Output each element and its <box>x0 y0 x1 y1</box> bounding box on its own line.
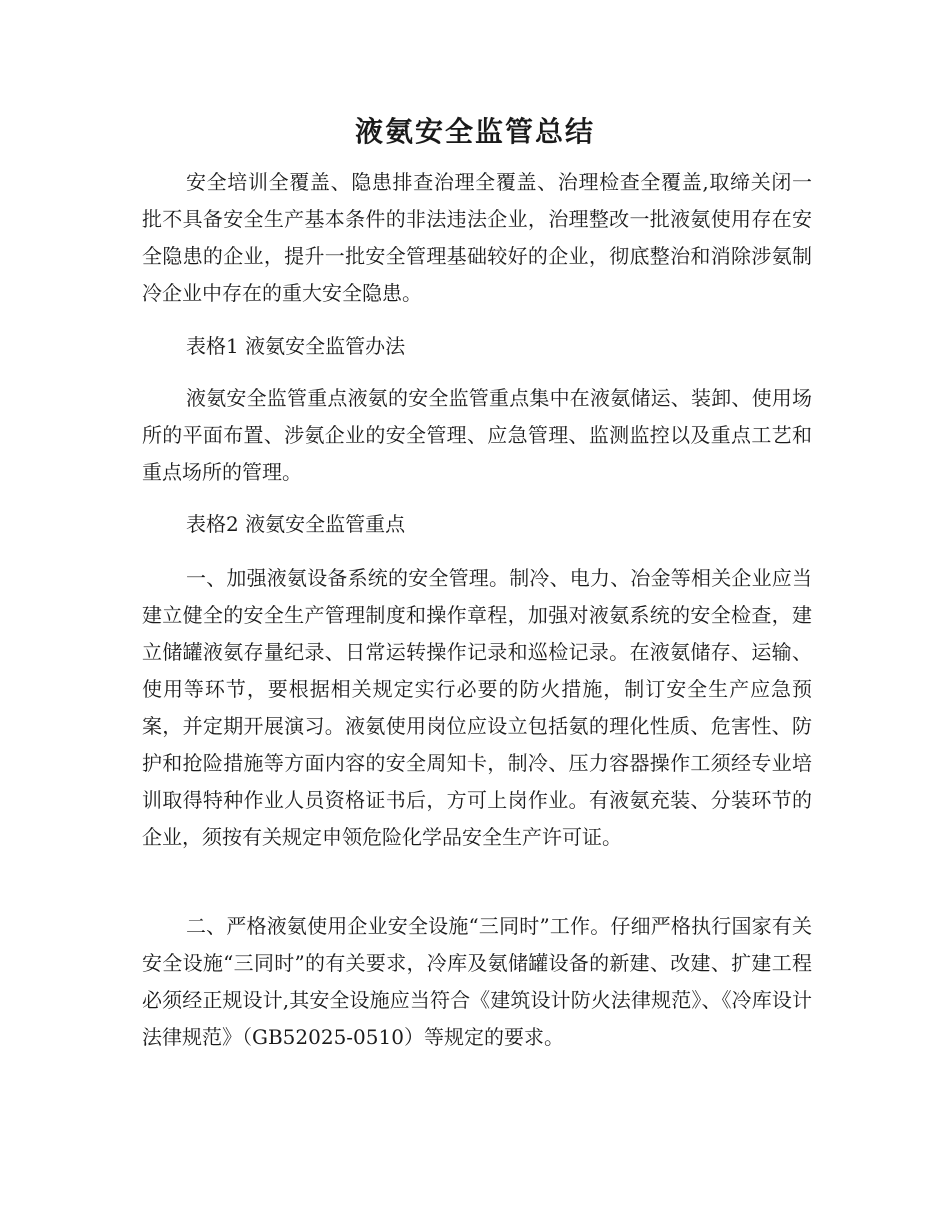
table-caption-2: 表格2 液氨安全监管重点 <box>186 512 406 536</box>
paragraph-supervision-focus: 液氨安全监管重点液氨的安全监管重点集中在液氨储运、装卸、使用场所的平面布置、涉氨企业的安全管理、应急管理、监测监控以及重点工艺和重点场所的管理。 <box>142 386 812 484</box>
paragraph-three-simultaneous: 二、严格液氨使用企业安全设施“三同时”工作。仔细严格执行国家有关安全设施“三同时”的有关要求，冷库及氨储罐设备的新建、改建、扩建工程必须经正规设计,其安全设施应当符合《建筑设计防火法律规范》、《冷库设计法律规范》（GB52025-0510）等规定的要求。 <box>142 914 812 1049</box>
paragraph-equipment-management: 一、加强液氨设备系统的安全管理。制冷、电力、冶金等相关企业应当建立健全的安全生产管理制度和操作章程，加强对液氨系统的安全检查，建立储罐液氨存量纪录、日常运转操作记录和巡检记录。在液氨储存、运输、使用等环节，要根据相关规定实行必要的防火措施，制订安全生产应急预案，并定期开展演习。液氨使用岗位应设立包括氨的理化性质、危害性、防护和抢险措施等方面内容的安全周知卡，制冷、压力容器操作工须经专业培训取得特种作业人员资格证书后，方可上岗作业。有液氨充装、分装环节的企业，须按有关规定申领危险化学品安全生产许可证。 <box>142 566 812 849</box>
table-caption-1: 表格1 液氨安全监管办法 <box>186 334 406 358</box>
paragraph-intro: 安全培训全覆盖、隐患排查治理全覆盖、治理检查全覆盖,取缔关闭一批不具备安全生产基本条件的非法违法企业，治理整改一批液氨使用存在安全隐患的企业，提升一批安全管理基础较好的企业，彻底整治和消除涉氨制冷企业中存在的重大安全隐患。 <box>142 170 812 305</box>
document-title: 液氨安全监管总结 <box>354 115 595 148</box>
